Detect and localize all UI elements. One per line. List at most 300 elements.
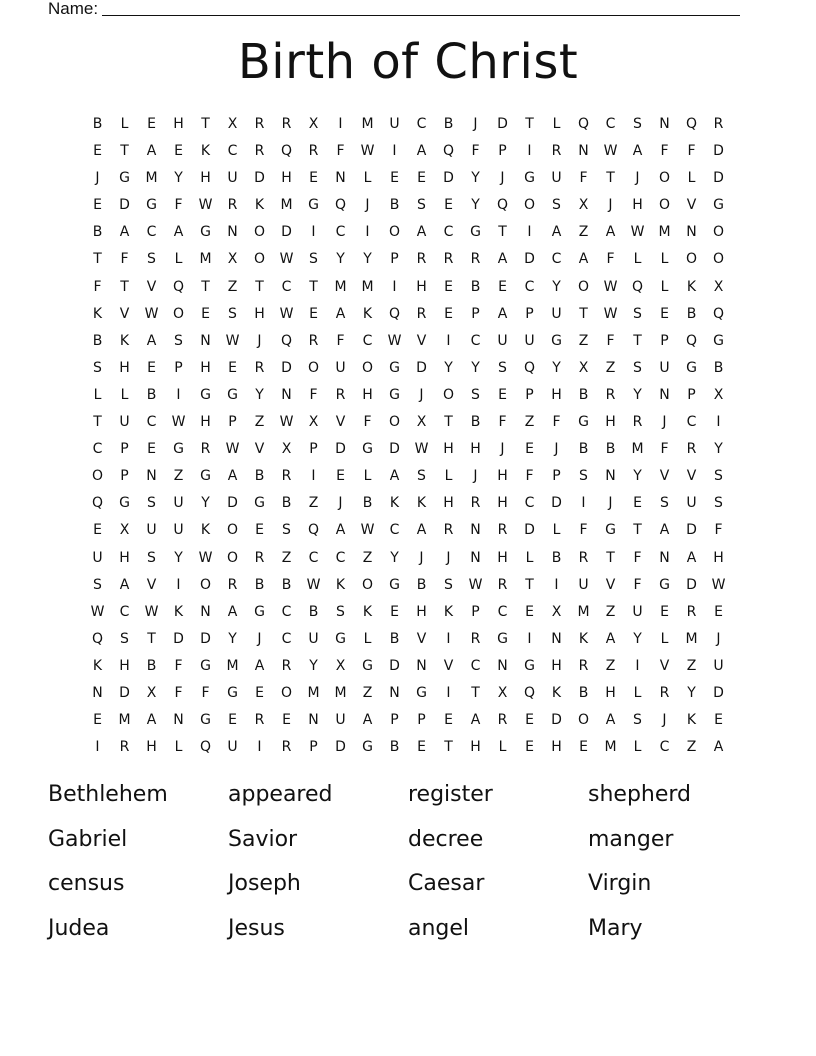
grid-letter[interactable]: I bbox=[176, 576, 181, 593]
grid-letter[interactable]: S bbox=[336, 603, 345, 620]
grid-letter[interactable]: I bbox=[311, 468, 316, 485]
grid-letter[interactable]: Y bbox=[255, 386, 264, 403]
grid-letter[interactable]: T bbox=[201, 116, 210, 132]
grid-letter[interactable]: S bbox=[147, 549, 156, 566]
grid-letter[interactable]: H bbox=[200, 414, 211, 431]
grid-letter[interactable]: Q bbox=[307, 522, 320, 539]
grid-letter[interactable]: M bbox=[334, 684, 347, 701]
grid-letter[interactable]: I bbox=[311, 224, 316, 241]
grid-letter[interactable]: P bbox=[309, 739, 318, 756]
grid-letter[interactable]: Y bbox=[390, 549, 399, 566]
grid-letter[interactable]: R bbox=[497, 576, 508, 593]
grid-letter[interactable]: F bbox=[174, 197, 183, 214]
grid-letter[interactable]: F bbox=[174, 684, 183, 701]
grid-letter[interactable]: U bbox=[308, 630, 319, 647]
grid-letter[interactable]: O bbox=[685, 251, 698, 268]
grid-letter[interactable]: K bbox=[173, 603, 184, 620]
grid-letter[interactable]: B bbox=[146, 386, 157, 403]
grid-letter[interactable]: D bbox=[173, 630, 184, 647]
grid-letter[interactable]: M bbox=[334, 278, 347, 295]
grid-letter[interactable]: W bbox=[603, 278, 618, 295]
grid-letter[interactable]: S bbox=[714, 468, 723, 485]
grid-letter[interactable]: Z bbox=[362, 684, 373, 701]
grid-letter[interactable]: A bbox=[713, 739, 724, 756]
grid-letter[interactable]: W bbox=[360, 522, 375, 539]
grid-letter[interactable]: F bbox=[687, 143, 696, 160]
grid-letter[interactable]: Y bbox=[444, 359, 453, 376]
grid-letter[interactable]: U bbox=[146, 522, 157, 539]
grid-letter[interactable]: H bbox=[254, 305, 265, 322]
grid-letter[interactable]: U bbox=[173, 495, 184, 512]
grid-letter[interactable]: R bbox=[254, 712, 265, 729]
grid-letter[interactable]: U bbox=[335, 712, 346, 729]
grid-letter[interactable]: D bbox=[254, 170, 265, 187]
grid-letter[interactable]: M bbox=[226, 657, 239, 674]
grid-letter[interactable]: V bbox=[659, 657, 670, 674]
grid-letter[interactable]: R bbox=[281, 657, 292, 674]
grid-letter[interactable]: G bbox=[200, 468, 211, 485]
grid-letter[interactable]: J bbox=[257, 630, 262, 647]
grid-letter[interactable]: N bbox=[281, 386, 292, 403]
grid-letter[interactable]: F bbox=[336, 143, 345, 160]
grid-letter[interactable]: L bbox=[363, 170, 372, 187]
grid-letter[interactable]: O bbox=[361, 576, 374, 593]
grid-letter[interactable]: Y bbox=[228, 630, 237, 647]
grid-letter[interactable]: W bbox=[225, 441, 240, 458]
grid-letter[interactable]: S bbox=[471, 386, 480, 403]
grid-letter[interactable]: R bbox=[497, 522, 508, 539]
grid-letter[interactable]: E bbox=[417, 170, 426, 187]
grid-letter[interactable]: O bbox=[577, 712, 590, 729]
grid-letter[interactable]: T bbox=[606, 549, 615, 566]
grid-letter[interactable]: L bbox=[120, 386, 129, 403]
grid-letter[interactable]: W bbox=[225, 332, 240, 349]
grid-letter[interactable]: R bbox=[119, 739, 130, 756]
grid-letter[interactable]: Y bbox=[552, 278, 561, 295]
grid-letter[interactable]: T bbox=[633, 332, 642, 349]
grid-letter[interactable]: A bbox=[416, 224, 427, 241]
grid-letter[interactable]: N bbox=[335, 170, 346, 187]
grid-letter[interactable]: G bbox=[119, 170, 130, 187]
grid-letter[interactable]: J bbox=[662, 414, 667, 431]
grid-letter[interactable]: A bbox=[146, 332, 157, 349]
grid-letter[interactable]: B bbox=[92, 224, 103, 241]
grid-letter[interactable]: D bbox=[497, 116, 508, 132]
grid-letter[interactable]: G bbox=[200, 386, 211, 403]
grid-letter[interactable]: A bbox=[497, 305, 508, 322]
grid-letter[interactable]: U bbox=[578, 576, 589, 593]
grid-letter[interactable]: T bbox=[120, 143, 129, 160]
grid-letter[interactable]: F bbox=[606, 251, 615, 268]
grid-letter[interactable]: D bbox=[686, 576, 697, 593]
grid-letter[interactable]: J bbox=[419, 549, 424, 566]
grid-letter[interactable]: S bbox=[552, 197, 561, 214]
grid-letter[interactable]: M bbox=[118, 712, 131, 729]
grid-letter[interactable]: A bbox=[335, 522, 346, 539]
grid-letter[interactable]: L bbox=[174, 739, 183, 756]
grid-letter[interactable]: E bbox=[444, 712, 453, 729]
grid-letter[interactable]: D bbox=[713, 143, 724, 160]
grid-letter[interactable]: E bbox=[444, 305, 453, 322]
grid-letter[interactable]: F bbox=[660, 441, 669, 458]
grid-letter[interactable]: X bbox=[497, 684, 508, 701]
grid-letter[interactable]: R bbox=[605, 386, 616, 403]
grid-letter[interactable]: K bbox=[92, 305, 103, 322]
grid-letter[interactable]: F bbox=[336, 332, 345, 349]
grid-letter[interactable]: T bbox=[525, 576, 534, 593]
grid-letter[interactable]: C bbox=[308, 549, 319, 566]
grid-letter[interactable]: F bbox=[525, 468, 534, 485]
grid-letter[interactable]: U bbox=[551, 170, 562, 187]
grid-letter[interactable]: Q bbox=[685, 332, 698, 349]
grid-letter[interactable]: M bbox=[280, 197, 293, 214]
grid-letter[interactable]: O bbox=[226, 522, 239, 539]
grid-letter[interactable]: B bbox=[308, 603, 319, 620]
grid-letter[interactable]: C bbox=[227, 143, 238, 160]
grid-letter[interactable]: E bbox=[525, 739, 534, 756]
grid-letter[interactable]: N bbox=[686, 224, 697, 241]
grid-letter[interactable]: G bbox=[200, 657, 211, 674]
grid-letter[interactable]: P bbox=[498, 143, 507, 160]
grid-letter[interactable]: S bbox=[228, 305, 237, 322]
grid-letter[interactable]: S bbox=[444, 576, 453, 593]
grid-letter[interactable]: R bbox=[227, 197, 238, 214]
grid-letter[interactable]: G bbox=[362, 739, 373, 756]
grid-letter[interactable]: K bbox=[254, 197, 265, 214]
grid-letter[interactable]: F bbox=[633, 549, 642, 566]
grid-letter[interactable]: R bbox=[281, 116, 292, 132]
grid-letter[interactable]: G bbox=[659, 576, 670, 593]
grid-letter[interactable]: H bbox=[200, 170, 211, 187]
grid-letter[interactable]: T bbox=[579, 305, 588, 322]
grid-letter[interactable]: H bbox=[551, 386, 562, 403]
grid-letter[interactable]: D bbox=[200, 630, 211, 647]
grid-letter[interactable]: H bbox=[200, 359, 211, 376]
grid-letter[interactable]: F bbox=[363, 414, 372, 431]
grid-letter[interactable]: O bbox=[442, 386, 455, 403]
grid-letter[interactable]: J bbox=[662, 712, 667, 729]
grid-letter[interactable]: C bbox=[497, 603, 508, 620]
grid-letter[interactable]: G bbox=[713, 332, 724, 349]
grid-letter[interactable]: H bbox=[551, 739, 562, 756]
grid-letter[interactable]: S bbox=[633, 305, 642, 322]
grid-letter[interactable]: G bbox=[362, 657, 373, 674]
grid-letter[interactable]: N bbox=[416, 657, 427, 674]
grid-letter[interactable]: G bbox=[362, 441, 373, 458]
grid-letter[interactable]: D bbox=[281, 359, 292, 376]
grid-letter[interactable]: L bbox=[633, 739, 642, 756]
grid-letter[interactable]: H bbox=[173, 116, 184, 132]
grid-letter[interactable]: Y bbox=[714, 441, 723, 458]
grid-letter[interactable]: S bbox=[714, 495, 723, 512]
grid-letter[interactable]: K bbox=[200, 522, 211, 539]
grid-letter[interactable]: H bbox=[497, 495, 508, 512]
grid-letter[interactable]: M bbox=[307, 684, 320, 701]
grid-letter[interactable]: L bbox=[552, 116, 561, 132]
grid-letter[interactable]: K bbox=[92, 657, 103, 674]
grid-letter[interactable]: W bbox=[198, 197, 213, 214]
grid-letter[interactable]: C bbox=[551, 251, 562, 268]
grid-letter[interactable]: N bbox=[605, 468, 616, 485]
grid-letter[interactable]: T bbox=[606, 170, 615, 187]
grid-letter[interactable]: M bbox=[577, 603, 590, 620]
grid-letter[interactable]: G bbox=[200, 712, 211, 729]
grid-letter[interactable]: O bbox=[226, 549, 239, 566]
grid-letter[interactable]: L bbox=[525, 549, 534, 566]
grid-letter[interactable]: A bbox=[146, 143, 157, 160]
grid-letter[interactable]: R bbox=[308, 332, 319, 349]
grid-letter[interactable]: N bbox=[659, 116, 670, 132]
grid-letter[interactable]: E bbox=[660, 603, 669, 620]
grid-letter[interactable]: O bbox=[658, 170, 671, 187]
grid-letter[interactable]: H bbox=[362, 386, 373, 403]
grid-letter[interactable]: E bbox=[255, 684, 264, 701]
grid-letter[interactable]: Y bbox=[633, 386, 642, 403]
grid-letter[interactable]: J bbox=[338, 495, 343, 512]
grid-letter[interactable]: F bbox=[120, 251, 129, 268]
grid-letter[interactable]: Q bbox=[523, 684, 536, 701]
grid-letter[interactable]: W bbox=[468, 576, 483, 593]
grid-letter[interactable]: E bbox=[228, 712, 237, 729]
grid-letter[interactable]: Q bbox=[334, 197, 347, 214]
grid-letter[interactable]: V bbox=[443, 657, 454, 674]
grid-letter[interactable]: E bbox=[444, 278, 453, 295]
grid-letter[interactable]: W bbox=[198, 549, 213, 566]
grid-letter[interactable]: H bbox=[416, 603, 427, 620]
grid-letter[interactable]: V bbox=[686, 468, 697, 485]
grid-letter[interactable]: E bbox=[444, 197, 453, 214]
grid-letter[interactable]: A bbox=[119, 576, 130, 593]
grid-letter[interactable]: F bbox=[579, 170, 588, 187]
grid-letter[interactable]: Q bbox=[199, 739, 212, 756]
grid-letter[interactable]: B bbox=[470, 278, 481, 295]
grid-letter[interactable]: T bbox=[255, 278, 264, 295]
grid-letter[interactable]: Z bbox=[227, 278, 238, 295]
grid-letter[interactable]: A bbox=[497, 251, 508, 268]
grid-letter[interactable]: G bbox=[524, 657, 535, 674]
grid-letter[interactable]: W bbox=[603, 305, 618, 322]
grid-letter[interactable]: I bbox=[446, 684, 451, 701]
grid-letter[interactable]: C bbox=[146, 224, 157, 241]
grid-letter[interactable]: U bbox=[335, 359, 346, 376]
grid-letter[interactable]: P bbox=[309, 441, 318, 458]
grid-letter[interactable]: P bbox=[525, 305, 534, 322]
grid-letter[interactable]: B bbox=[470, 414, 481, 431]
grid-letter[interactable]: K bbox=[578, 630, 589, 647]
grid-letter[interactable]: H bbox=[470, 739, 481, 756]
grid-letter[interactable]: W bbox=[279, 251, 294, 268]
grid-letter[interactable]: R bbox=[254, 116, 265, 132]
grid-letter[interactable]: T bbox=[525, 116, 534, 132]
grid-letter[interactable]: K bbox=[362, 305, 373, 322]
grid-letter[interactable]: J bbox=[446, 549, 451, 566]
grid-letter[interactable]: T bbox=[93, 251, 102, 268]
grid-letter[interactable]: Y bbox=[174, 170, 183, 187]
grid-letter[interactable]: L bbox=[633, 684, 642, 701]
grid-letter[interactable]: Z bbox=[308, 495, 319, 512]
grid-letter[interactable]: Z bbox=[686, 739, 697, 756]
grid-letter[interactable]: P bbox=[120, 468, 129, 485]
grid-letter[interactable]: Y bbox=[174, 549, 183, 566]
grid-letter[interactable]: N bbox=[470, 522, 481, 539]
grid-letter[interactable]: S bbox=[660, 495, 669, 512]
grid-letter[interactable]: H bbox=[551, 657, 562, 674]
grid-letter[interactable]: A bbox=[686, 549, 697, 566]
grid-letter[interactable]: D bbox=[281, 224, 292, 241]
grid-letter[interactable]: E bbox=[498, 278, 507, 295]
grid-letter[interactable]: Y bbox=[633, 468, 642, 485]
grid-letter[interactable]: X bbox=[713, 278, 724, 295]
grid-letter[interactable]: W bbox=[144, 603, 159, 620]
grid-letter[interactable]: C bbox=[281, 630, 292, 647]
grid-letter[interactable]: V bbox=[146, 576, 157, 593]
grid-letter[interactable]: M bbox=[361, 278, 374, 295]
grid-letter[interactable]: B bbox=[389, 739, 400, 756]
grid-letter[interactable]: N bbox=[92, 684, 103, 701]
grid-letter[interactable]: A bbox=[605, 712, 616, 729]
grid-letter[interactable]: X bbox=[416, 414, 427, 431]
grid-letter[interactable]: R bbox=[227, 576, 238, 593]
grid-letter[interactable]: Y bbox=[309, 657, 318, 674]
grid-letter[interactable]: F bbox=[471, 143, 480, 160]
grid-letter[interactable]: V bbox=[119, 305, 130, 322]
grid-letter[interactable]: S bbox=[174, 332, 183, 349]
grid-letter[interactable]: T bbox=[444, 414, 453, 431]
grid-letter[interactable]: R bbox=[254, 143, 265, 160]
grid-letter[interactable]: X bbox=[578, 197, 589, 214]
grid-letter[interactable]: P bbox=[471, 305, 480, 322]
grid-letter[interactable]: G bbox=[416, 684, 427, 701]
grid-letter[interactable]: E bbox=[525, 441, 534, 458]
grid-letter[interactable]: I bbox=[257, 739, 262, 756]
grid-letter[interactable]: X bbox=[713, 386, 724, 403]
grid-letter[interactable]: C bbox=[281, 603, 292, 620]
grid-letter[interactable]: B bbox=[578, 684, 589, 701]
grid-letter[interactable]: Q bbox=[685, 116, 698, 132]
grid-letter[interactable]: A bbox=[605, 630, 616, 647]
grid-letter[interactable]: A bbox=[173, 224, 184, 241]
grid-letter[interactable]: J bbox=[473, 116, 478, 132]
grid-letter[interactable]: O bbox=[388, 414, 401, 431]
grid-letter[interactable]: E bbox=[336, 468, 345, 485]
grid-letter[interactable]: S bbox=[417, 468, 426, 485]
grid-letter[interactable]: D bbox=[389, 657, 400, 674]
grid-letter[interactable]: W bbox=[414, 441, 429, 458]
grid-letter[interactable]: Y bbox=[552, 359, 561, 376]
grid-letter[interactable]: W bbox=[306, 576, 321, 593]
grid-letter[interactable]: M bbox=[145, 170, 158, 187]
grid-letter[interactable]: I bbox=[365, 224, 370, 241]
grid-letter[interactable]: E bbox=[93, 143, 102, 160]
grid-letter[interactable]: R bbox=[659, 684, 670, 701]
grid-letter[interactable]: X bbox=[335, 657, 346, 674]
grid-letter[interactable]: I bbox=[338, 116, 343, 132]
grid-letter[interactable]: T bbox=[309, 278, 318, 295]
grid-letter[interactable]: C bbox=[659, 739, 670, 756]
grid-letter[interactable]: F bbox=[309, 386, 318, 403]
grid-letter[interactable]: B bbox=[389, 630, 400, 647]
grid-letter[interactable]: O bbox=[307, 359, 320, 376]
grid-letter[interactable]: B bbox=[389, 197, 400, 214]
grid-letter[interactable]: M bbox=[658, 224, 671, 241]
grid-letter[interactable]: I bbox=[527, 224, 532, 241]
grid-letter[interactable]: A bbox=[416, 522, 427, 539]
grid-letter[interactable]: W bbox=[387, 332, 402, 349]
grid-letter[interactable]: J bbox=[419, 386, 424, 403]
grid-letter[interactable]: I bbox=[392, 278, 397, 295]
grid-letter[interactable]: P bbox=[471, 603, 480, 620]
grid-letter[interactable]: L bbox=[363, 468, 372, 485]
grid-letter[interactable]: D bbox=[686, 522, 697, 539]
grid-letter[interactable]: G bbox=[389, 386, 400, 403]
grid-letter[interactable]: N bbox=[497, 657, 508, 674]
grid-letter[interactable]: H bbox=[605, 414, 616, 431]
grid-letter[interactable]: H bbox=[605, 684, 616, 701]
grid-letter[interactable]: F bbox=[579, 522, 588, 539]
grid-letter[interactable]: U bbox=[389, 116, 400, 132]
grid-letter[interactable]: R bbox=[470, 630, 481, 647]
grid-letter[interactable]: Z bbox=[578, 332, 589, 349]
grid-letter[interactable]: Z bbox=[686, 657, 697, 674]
grid-letter[interactable]: T bbox=[201, 278, 210, 295]
grid-letter[interactable]: E bbox=[309, 305, 318, 322]
grid-letter[interactable]: E bbox=[147, 441, 156, 458]
grid-letter[interactable]: O bbox=[91, 468, 104, 485]
grid-letter[interactable]: I bbox=[581, 495, 586, 512]
grid-letter[interactable]: D bbox=[335, 739, 346, 756]
grid-letter[interactable]: K bbox=[389, 495, 400, 512]
grid-letter[interactable]: R bbox=[497, 712, 508, 729]
grid-letter[interactable]: T bbox=[93, 414, 102, 431]
grid-letter[interactable]: Z bbox=[524, 414, 535, 431]
grid-letter[interactable]: G bbox=[551, 332, 562, 349]
grid-letter[interactable]: U bbox=[227, 739, 238, 756]
grid-letter[interactable]: S bbox=[93, 576, 102, 593]
grid-letter[interactable]: X bbox=[227, 116, 238, 132]
grid-letter[interactable]: V bbox=[659, 468, 670, 485]
grid-letter[interactable]: C bbox=[389, 522, 400, 539]
grid-letter[interactable]: X bbox=[281, 441, 292, 458]
grid-letter[interactable]: Y bbox=[471, 359, 480, 376]
name-blank-line[interactable] bbox=[102, 0, 740, 16]
grid-letter[interactable]: F bbox=[93, 278, 102, 295]
grid-letter[interactable]: V bbox=[335, 414, 346, 431]
grid-letter[interactable]: H bbox=[119, 359, 130, 376]
grid-letter[interactable]: O bbox=[361, 359, 374, 376]
grid-letter[interactable]: H bbox=[497, 468, 508, 485]
grid-letter[interactable]: C bbox=[470, 332, 481, 349]
grid-letter[interactable]: P bbox=[390, 251, 399, 268]
grid-letter[interactable]: J bbox=[554, 441, 559, 458]
grid-letter[interactable]: T bbox=[471, 684, 480, 701]
grid-letter[interactable]: N bbox=[578, 143, 589, 160]
grid-letter[interactable]: R bbox=[713, 116, 724, 132]
grid-letter[interactable]: O bbox=[712, 251, 725, 268]
grid-letter[interactable]: J bbox=[500, 441, 505, 458]
grid-letter[interactable]: E bbox=[174, 143, 183, 160]
grid-letter[interactable]: N bbox=[146, 468, 157, 485]
grid-letter[interactable]: Q bbox=[712, 305, 725, 322]
grid-letter[interactable]: I bbox=[392, 143, 397, 160]
grid-letter[interactable]: O bbox=[523, 197, 536, 214]
grid-letter[interactable]: J bbox=[500, 170, 505, 187]
grid-letter[interactable]: E bbox=[660, 305, 669, 322]
grid-letter[interactable]: D bbox=[524, 522, 535, 539]
grid-letter[interactable]: G bbox=[308, 197, 319, 214]
grid-letter[interactable]: C bbox=[443, 224, 454, 241]
grid-letter[interactable]: V bbox=[254, 441, 265, 458]
grid-letter[interactable]: L bbox=[174, 251, 183, 268]
